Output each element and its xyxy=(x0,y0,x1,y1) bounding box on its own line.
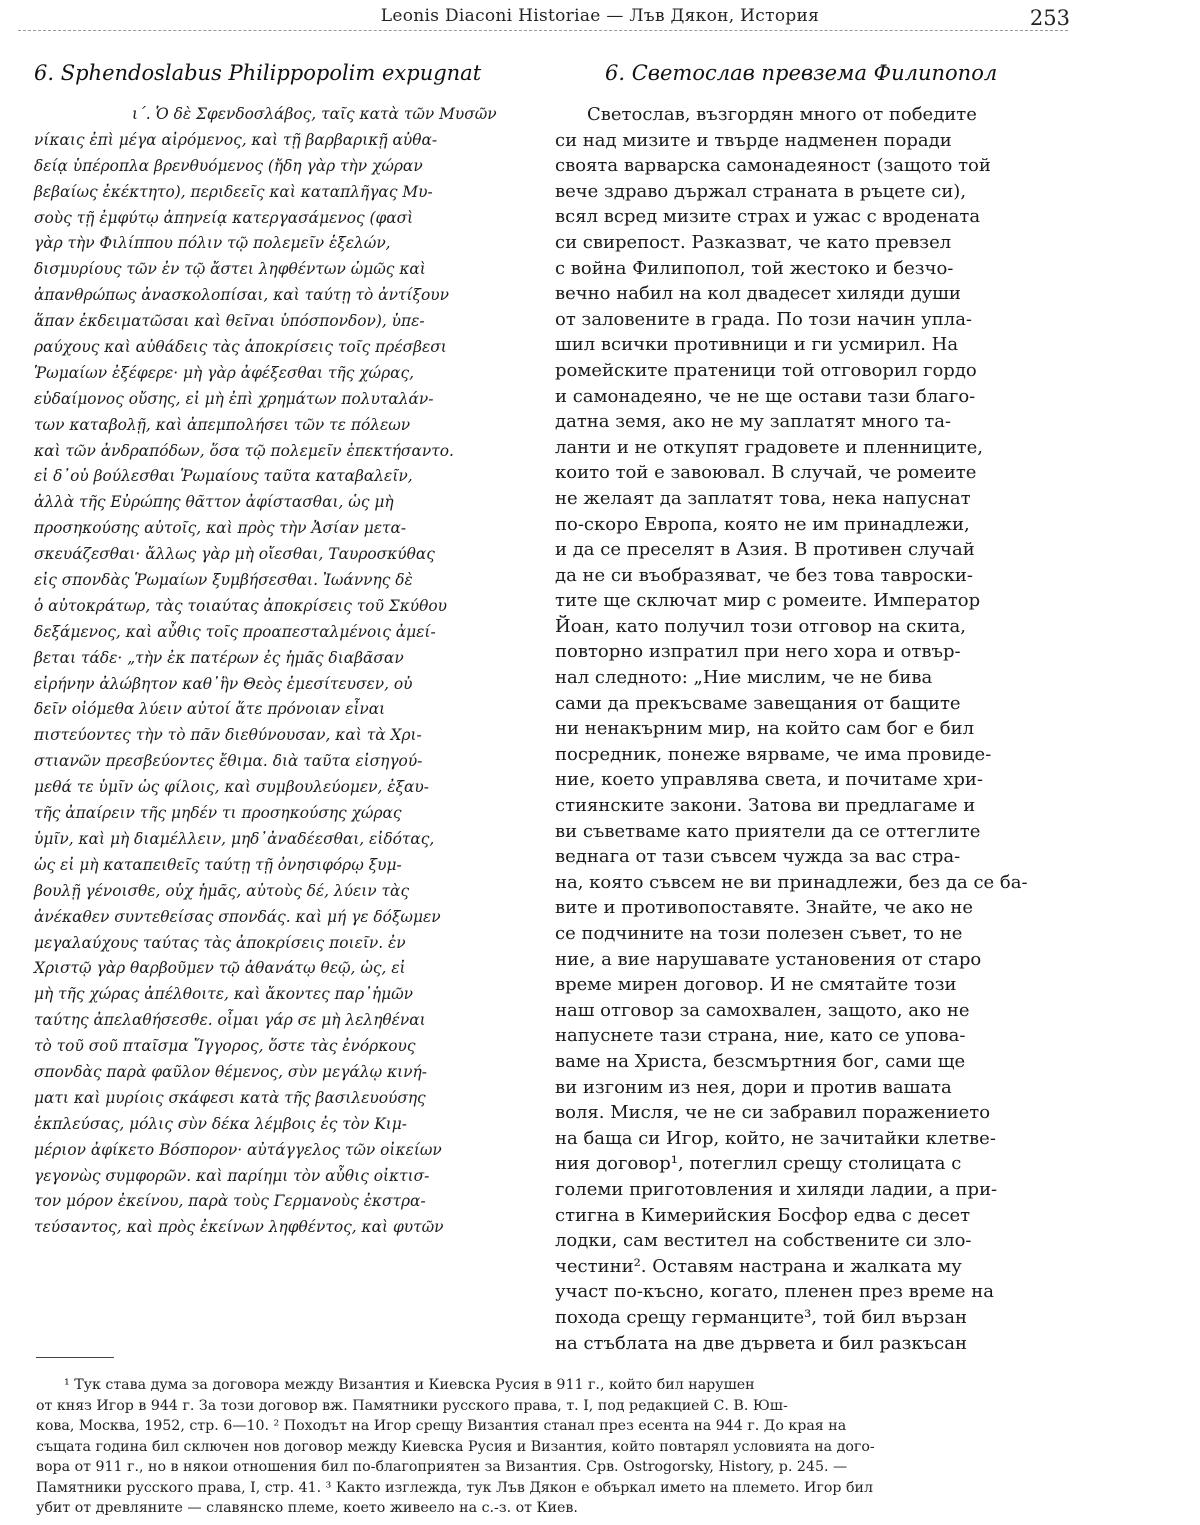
greek-text-line: εὐδαίμονος οὔσης, εἰ μὴ ἐπὶ χρημάτων πολυταλάν- xyxy=(34,389,434,408)
bulgarian-text-column xyxy=(555,58,1065,1356)
greek-text-line: μεγαλαύχους ταύτας τὰς ἀποκρίσεις ποιεῖν. ἐν xyxy=(34,933,406,952)
bulgarian-text-line: и да се преселят в Азия. В противен случай xyxy=(555,539,975,561)
footnote-line: вора от 911 г., но в някои отношения бил по-благоприятен за Византия. Срв. Ostrogorsky, History, p. 245. — xyxy=(36,1459,848,1475)
bulgarian-text-line: и самонадеяно, че не ще остави тази благо- xyxy=(555,385,976,407)
greek-text-line: ραύχους καὶ αὐθάδεις τὰς ἀποκρίσεις τοῖς πρέσβεσι xyxy=(34,338,447,357)
bulgarian-text-line: по-скоро Европа, която не им принадлежи, xyxy=(555,513,970,535)
footnote-line: Памятники русского права, I, стр. 41. ³ Както изглежда, тук Лъв Дякон е объркал името на племето. Игор бил xyxy=(36,1479,873,1496)
bulgarian-text-line: вите и противопоставяте. Знайте, че ако не xyxy=(555,897,974,919)
greek-text-line: Ῥωμαίων ἐξέφερε· μὴ γὰρ ἀφέξεσθαι τῆς χώρας, xyxy=(34,363,415,382)
greek-text-line: μέριον ἀφίκετο Βόσπορον· αὐτάγγελος τῶν οἰκείων xyxy=(34,1140,442,1159)
greek-section-heading: 6. Sphendoslabus Philippopolim expugnat xyxy=(34,61,482,85)
greek-text-line: τεύσαντος, καὶ πρὸς ἐκείνων ληφθέντος, καὶ φυτῶν xyxy=(34,1218,444,1237)
bulgarian-text-line: Светослав, възгордян много от победите xyxy=(587,104,977,125)
bulgarian-text-line: воля. Мисля, че не си забравил поражението xyxy=(555,1102,991,1124)
bulgarian-text-line: честини². Оставям настрана и жалката му xyxy=(555,1255,962,1277)
footnote-line: убит от древляните — славянско племе, което живеело на с.-з. от Киев. xyxy=(36,1500,578,1516)
bulgarian-section-heading: 6. Светослав превзема Филипопол xyxy=(605,61,998,85)
greek-text-line: μὴ τῆς χώρας ἀπέλθοιτε, καὶ ἄκοντες παρ᾽ἡμῶν xyxy=(34,985,414,1004)
bulgarian-text-body xyxy=(555,102,1065,1356)
greek-text-line: δεξάμενος, καὶ αὖθις τοῖς προαπεσταλμένοις ἀμεί- xyxy=(34,622,436,641)
bulgarian-text-line: лодки, сам вестител на собствените си зло- xyxy=(555,1230,972,1252)
bulgarian-text-line: с война Филипопол, той жестоко и безчо- xyxy=(555,257,954,279)
greek-text-line: γὰρ τὴν Φιλίππου πόλιν τῷ πολεμεῖν ἑξελών, xyxy=(34,234,391,253)
bulgarian-text-line: ние, което управлява света, и почитаме хри- xyxy=(555,769,983,791)
greek-text-line: ὁ αὐτοκράτωρ, τὰς τοιαύτας ἀποκρίσεις τοῦ Σκύθου xyxy=(34,596,448,615)
bulgarian-text-line: ромейските пратеници той отговорил гордо xyxy=(555,359,977,381)
bulgarian-text-line: си над мизите и твърде надменен поради xyxy=(555,129,952,151)
greek-text-body xyxy=(34,102,539,1241)
greek-text-line: ἐκπλεύσας, μόλις σὺν δέκα λέμβοις ἐς τὸν Κιμ- xyxy=(34,1114,407,1133)
greek-text-line: σοὺς τῇ ἐμφύτῳ ἀπηνείᾳ κατεργασάμενος (φασὶ xyxy=(34,208,414,227)
header-rule xyxy=(18,30,1068,31)
bulgarian-text-line: стиянските закони. Затова ви предлагаме и xyxy=(555,795,976,817)
bulgarian-text-line: шил всички противници и ги усмирил. На xyxy=(555,334,959,356)
greek-text-line: προσηκούσης αὐτοῖς, καὶ πρὸς τὴν Ἀσίαν μετα- xyxy=(34,519,407,538)
greek-text-line: βουλῇ γένοισθε, οὐχ ἡμᾶς, αὐτοὺς δέ, λύειν τὰς xyxy=(34,881,410,900)
greek-text-line: πιστεύοντες τὴν τὸ πᾶν διεθύνουσαν, καὶ τὰ Χρι- xyxy=(34,726,422,745)
greek-text-line: τῆς ἀπαίρειν τῆς μηδέν τι προσηκούσης χώρας xyxy=(34,804,402,823)
bulgarian-text-line: нал следното: „Ние мислим, че не бива xyxy=(555,667,933,689)
greek-text-line: σπονδὰς παρὰ φαῦλον θέμενος, σὺν μεγάλῳ κινή- xyxy=(34,1062,427,1081)
bulgarian-text-line: веднага от тази съвсем чужда за вас стра- xyxy=(555,846,961,868)
page-number: 253 xyxy=(1029,6,1070,30)
bulgarian-text-line: да не си въобразяват, че без това тавроски- xyxy=(555,564,973,586)
greek-text-line: μεθά τε ὑμῖν ὡς φίλοις, καὶ συμβουλεύομεν, ἐξαυ- xyxy=(34,778,429,797)
bulgarian-text-line: сами да прекъсваме завещания от бащите xyxy=(555,692,961,714)
greek-text-line: δισμυρίους τῶν ἐν τῷ ἄστει ληφθέντων ὠμῶς καὶ xyxy=(34,260,426,279)
footnote-line: кова, Москва, 1952, стр. 6—10. ² Походът на Игор срещу Византия станал през есента на 944 г. До края на xyxy=(36,1418,847,1434)
bulgarian-text-line: ние, а вие нарушавате установения от старо xyxy=(555,948,982,970)
greek-text-line: εἰς σπονδὰς Ῥωμαίων ξυμβήσεσθαι. Ἰωάννης δὲ xyxy=(34,571,413,590)
greek-text-line: Χριστῷ γὰρ θαρβοῦμεν τῷ ἀθανάτῳ θεῷ, ὡς, εἰ xyxy=(34,959,406,978)
bulgarian-text-line: които той е завоювал. В случай, че ромеите xyxy=(555,462,977,484)
greek-text-line: ἀλλὰ τῆς Εὐρώπης θᾶττον ἀφίστασθαι, ὡς μὴ xyxy=(34,493,394,512)
running-title: Leonis Diaconi Historiae — Лъв Дякон, История xyxy=(380,6,820,26)
greek-text-line: τον μόρον ἐκείνου, παρὰ τοὺς Γερμανοὺς ἐκστρα- xyxy=(34,1192,426,1211)
greek-text-line: ι΄. Ὁ δὲ Σφενδοσλάβος, ταῖς κατὰ τῶν Μυσῶν xyxy=(132,105,497,123)
bulgarian-text-line: участ по-късно, когато, пленен през време на xyxy=(555,1281,995,1303)
footnote-line: ¹ Тук става дума за договора между Византия и Киевска Русия в 911 г., който бил нарушен xyxy=(64,1377,755,1393)
footnote-rule xyxy=(36,1357,114,1358)
bulgarian-text-line: си свирепост. Разказват, че като превзел xyxy=(555,231,952,253)
footnotes xyxy=(36,1375,1066,1519)
bulgarian-text-line: посредник, понеже вярваме, че има провиде- xyxy=(555,743,992,765)
bulgarian-text-line: вече здраво държал страната в ръцете си), xyxy=(555,180,967,202)
bulgarian-text-line: не желаят да заплатят това, нека напуснат xyxy=(555,487,971,509)
bulgarian-text-line: голeми приготовления и хиляди ладии, а при- xyxy=(555,1178,998,1200)
bulgarian-text-line: вечно набил на кол двадесет хиляди души xyxy=(555,283,961,305)
bulgarian-text-line: датна земя, ако не му заплатят много та- xyxy=(555,411,952,433)
bulgarian-text-line: ваме на Христа, безсмъртния бог, сами ще xyxy=(555,1050,966,1072)
bulgarian-text-line: ланти и не откупят градовете и пленниците, xyxy=(555,436,984,458)
footnote-line: от княз Игор в 944 г. За този договор вж. Памятники русского права, т. I, под редакцией С. В. Юш- xyxy=(36,1397,788,1414)
greek-text-line: δεῖν οἰόμεθα λύειν αὐτοί ἅτε πρόνοιαν εἶναι xyxy=(34,700,386,719)
bulgarian-text-line: повторно изпратил при него хора и отвър- xyxy=(555,641,961,663)
bulgarian-text-line: своята варварска самонадеяност (защото той xyxy=(555,155,991,177)
greek-text-line: βεται τάδε· „τὴν ἐκ πατέρων ἐς ἡμᾶς διαβᾶσαν xyxy=(34,648,404,667)
greek-text-line: εἰ δ᾽οὐ βούλεσθαι Ῥωμαίους ταῦτα καταβαλεῖν, xyxy=(34,467,413,486)
footnote-line: същата година бил сключен нов договор между Киевска Русия и Византия, който повтарял условията на дого- xyxy=(36,1438,875,1455)
bulgarian-text-line: на стъблата на две дървета и бил разкъсан xyxy=(555,1332,967,1354)
bulgarian-text-line: на, която съвсем не ви принадлежи, без да се ба- xyxy=(555,871,1028,893)
greek-text-line: γεγονὼς συμφορῶν. καὶ παρίημι τὸν αὖθις οἰκτισ- xyxy=(34,1166,430,1185)
bulgarian-text-line: ви съветваме като приятели да се оттеглите xyxy=(555,820,981,842)
greek-text-line: ὡς εἰ μὴ καταπειθεῖς ταύτῃ τῇ ὀνησιφόρῳ ξυμ- xyxy=(34,855,402,874)
greek-text-line: εἰρήνην ἀλώβητον καθ᾽ἣν Θεὸς ἐμεσίτευσεν, οὐ xyxy=(34,674,413,693)
bulgarian-text-line: тите ще сключат мир с ромеите. Император xyxy=(555,590,981,612)
greek-text-line: ὑμῖν, καὶ μὴ διαμέλλειν, μηδ᾽ἀναδέεσθαι, εἰδότας, xyxy=(34,829,435,848)
bulgarian-text-line: време мирен договор. И не смятайте този xyxy=(555,974,957,996)
greek-text-line: των καταβολῇ, καὶ ἀπεμπολήσει τῶν τε πόλεων xyxy=(34,415,411,434)
bulgarian-text-line: похода срещу германците³, той бил вързан xyxy=(555,1306,967,1328)
greek-text-line: ἀπανθρώπως ἀνασκολοπίσαι, καὶ ταύτῃ τὸ ἀντίξουν xyxy=(34,286,449,305)
bulgarian-text-line: стигна в Кимерийския Босфор едва с десет xyxy=(555,1204,971,1226)
greek-text-column xyxy=(34,58,539,1241)
greek-text-line: ἀνέκαθεν συντεθείσας σπονδάς. καὶ μή γε δόξωμεν xyxy=(34,907,441,926)
greek-text-line: ματι καὶ μυρίοις σκάφεσι κατὰ τῆς βασιλευούσης xyxy=(34,1088,426,1107)
bulgarian-text-line: всял всред мизите страх и ужас с вродената xyxy=(555,206,981,228)
bulgarian-text-line: се подчините на този полезен съвет, то не xyxy=(555,923,963,944)
bulgarian-text-line: ви изгоним из нея, дори и против вашата xyxy=(555,1076,952,1098)
greek-text-line: βεβαίως ἐκέκτητο), περιδεεῖς καὶ καταπλῆγας Μυ- xyxy=(34,182,433,201)
greek-text-line: ταύτης ἀπελαθήσεσθε. οἶμαι γάρ σε μὴ λεληθέναι xyxy=(34,1011,426,1030)
bulgarian-text-line: наш отговор за самохвален, защото, ако не xyxy=(555,999,970,1021)
greek-text-line: νίκαις ἐπὶ μέγα αἰρόμενος, καὶ τῇ βαρβαρικῇ αὐθα- xyxy=(34,130,438,149)
bulgarian-text-line: Йоан, като получил този отговор на скита, xyxy=(555,615,966,637)
greek-text-line: καὶ τῶν ἀνδραπόδων, ὅσα τῷ πολεμεῖν ἐπεκτήσαντο. xyxy=(34,441,454,460)
greek-text-line: δείᾳ ὑπέροπλα βρενθυόμενος (ἤδη γὰρ τὴν χώραν xyxy=(34,156,423,175)
bulgarian-text-line: от заловените в града. По този начин упла- xyxy=(555,308,973,330)
bulgarian-text-line: ния договор¹, потеглил срещу столицата с xyxy=(555,1153,962,1175)
greek-text-line: σκευάζεσθαι· ἄλλως γὰρ μὴ οἴεσθαι, Ταυροσκύθας xyxy=(34,545,435,564)
bulgarian-text-line: ни ненакърним мир, на който сам бог е бил xyxy=(555,718,975,740)
greek-text-line: στιανῶν πρεσβεύοντες ἔθιμα. διὰ ταῦτα εἰσηγού- xyxy=(34,752,423,771)
greek-text-line: τὸ τοῦ σοῦ πταῖσμα Ἴγγορος, ὅστε τὰς ἐνόρκους xyxy=(34,1037,416,1056)
bulgarian-text-line: на баща си Игор, който, не зачитайки клетве- xyxy=(555,1127,996,1149)
greek-text-line: ἅπαν ἐκδειματῶσαι καὶ θεῖναι ὑπόσπονδον), ὑπε- xyxy=(34,312,425,331)
bulgarian-text-line: напуснете тази страна, ние, като се упова- xyxy=(555,1025,966,1047)
